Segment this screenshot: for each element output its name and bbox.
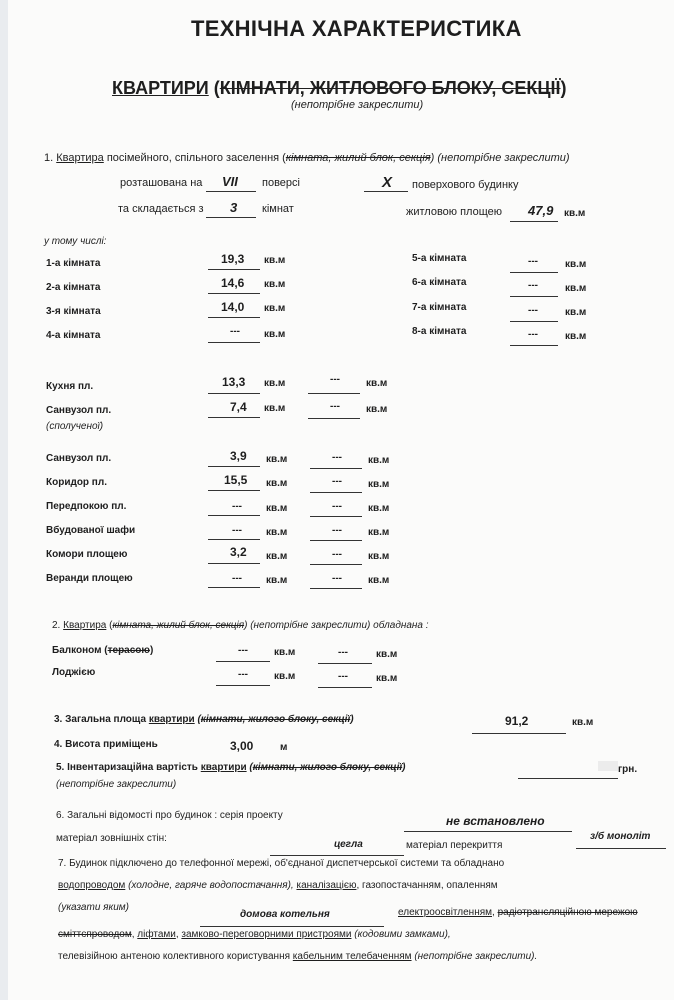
corridor-unit-2: кв.м xyxy=(368,479,390,490)
room-5-label: 5-а кімната xyxy=(412,253,467,264)
floor-value: VII xyxy=(222,174,238,189)
bathroom-unit-2: кв.м xyxy=(368,455,390,466)
bathroom-value-2: --- xyxy=(332,452,342,463)
building-floors-suffix: поверхового будинку xyxy=(412,179,519,191)
balcony-unit-2: кв.м xyxy=(376,649,398,660)
room-6-underline xyxy=(510,296,558,297)
floor-label: розташована на xyxy=(120,177,203,189)
veranda-underline-2 xyxy=(310,588,362,589)
rooms-suffix: кімнат xyxy=(262,203,294,215)
living-area-label: житловою площею xyxy=(406,206,503,218)
storage-underline xyxy=(208,563,260,564)
kitchen-underline xyxy=(208,393,260,394)
storage-unit: кв.м xyxy=(266,551,288,562)
floor-material-label: матеріал перекриття xyxy=(406,840,503,851)
veranda-underline xyxy=(208,587,260,588)
utilities-line-1: 7. Будинок підключено до телефонної мережі, об'єднаної диспетчерської системи та обладнано xyxy=(58,858,505,869)
combined-bathroom-unit: кв.м xyxy=(264,403,286,414)
heating-value: домова котельня xyxy=(240,909,330,920)
room-2-value: 14,6 xyxy=(221,276,245,290)
hallway-label: Передпокою пл. xyxy=(46,501,127,512)
room-5-unit: кв.м xyxy=(565,259,587,270)
room-7-label: 7-а кімната xyxy=(412,302,467,313)
room-7-value: --- xyxy=(528,305,538,316)
hallway-underline-2 xyxy=(310,516,362,517)
combined-bathroom-underline xyxy=(208,417,260,418)
room-6-value: --- xyxy=(528,280,538,291)
veranda-unit-2: кв.м xyxy=(368,575,390,586)
height-unit: м xyxy=(280,742,288,753)
room-5-underline xyxy=(510,272,558,273)
room-4-value: --- xyxy=(230,326,240,337)
floor-suffix: поверсі xyxy=(262,177,300,189)
loggia-underline-2 xyxy=(318,687,372,688)
wardrobe-underline xyxy=(208,539,260,540)
veranda-value: --- xyxy=(232,573,242,584)
height-label: 4. Висота приміщень xyxy=(54,739,158,750)
hallway-value: --- xyxy=(232,501,242,512)
wall-material-value: цегла xyxy=(334,839,363,850)
loggia-value-2: --- xyxy=(338,671,348,682)
bathroom-value: 3,9 xyxy=(230,449,247,463)
rooms-value: 3 xyxy=(230,200,238,215)
corridor-unit: кв.м xyxy=(266,478,288,489)
utilities-line-4: сміттєпроводом, ліфтами, замково-переговорними пристроями (кодовими замками), xyxy=(58,929,451,940)
utilities-line-5: телевізійною антеною колективного користування кабельним телебаченням (непотрібне закреслити). xyxy=(58,951,538,962)
room-8-label: 8-а кімната xyxy=(412,326,467,337)
combined-bathroom-underline-2 xyxy=(308,418,360,419)
room-1-value: 19,3 xyxy=(221,252,245,266)
combined-bathroom-note: (сполученої) xyxy=(46,421,104,432)
loggia-unit-2: кв.м xyxy=(376,673,398,684)
wall-material-underline xyxy=(270,855,404,856)
hallway-unit-2: кв.м xyxy=(368,503,390,514)
section-2-header: 2. Квартира (кімната, жилий блок, секція) (непотрібне закреслити) обладнана : xyxy=(52,620,429,631)
project-series-underline xyxy=(404,831,572,832)
height-value: 3,00 xyxy=(230,739,254,753)
storage-value-2: --- xyxy=(332,549,342,560)
kitchen-underline-2 xyxy=(308,393,360,394)
wardrobe-unit-2: кв.м xyxy=(368,527,390,538)
room-4-underline xyxy=(208,342,260,343)
bathroom-label: Санвузол пл. xyxy=(46,453,112,464)
wardrobe-value: --- xyxy=(232,525,242,536)
corridor-underline-2 xyxy=(310,492,362,493)
room-2-unit: кв.м xyxy=(264,279,286,290)
corridor-label: Коридор пл. xyxy=(46,477,107,488)
inventory-value-underline xyxy=(518,778,618,779)
room-7-unit: кв.м xyxy=(565,307,587,318)
wardrobe-unit: кв.м xyxy=(266,527,288,538)
total-area-underline xyxy=(472,733,566,734)
combined-bathroom-unit-2: кв.м xyxy=(366,404,388,415)
total-area-unit: кв.м xyxy=(572,717,594,728)
rooms-label: та складається з xyxy=(118,203,204,215)
balcony-value-2: --- xyxy=(338,647,348,658)
electric-radio: електроосвітленням, радіотрансляційною мережою xyxy=(398,907,638,918)
project-series-value: не встановлено xyxy=(446,814,545,828)
room-3-label: 3-я кімната xyxy=(46,306,101,317)
rooms-underline xyxy=(206,217,256,218)
building-info-label: 6. Загальні відомості про будинок : серія проекту xyxy=(56,810,283,821)
kitchen-value: 13,3 xyxy=(222,375,246,389)
living-area-unit: кв.м xyxy=(564,208,586,219)
storage-value: 3,2 xyxy=(230,545,247,559)
room-6-label: 6-а кімната xyxy=(412,277,467,288)
loggia-value: --- xyxy=(238,669,248,680)
corridor-value: 15,5 xyxy=(224,473,248,487)
section-1-header: 1. Квартира посімейного, спільного заселення (кімната, жилий блок, секція) (непотрібне закреслити) xyxy=(44,152,570,164)
room-7-underline xyxy=(510,321,558,322)
balcony-underline-2 xyxy=(318,663,372,664)
balcony-label: Балконом (терасою) xyxy=(52,645,154,656)
total-area-label: 3. Загальна площа квартири (кімнати, жилого блоку, секції) xyxy=(54,714,354,725)
including-label: у тому числі: xyxy=(44,236,107,247)
bathroom-underline-2 xyxy=(310,468,362,469)
room-3-value: 14,0 xyxy=(221,300,245,314)
corridor-value-2: --- xyxy=(332,476,342,487)
kitchen-value-2: --- xyxy=(330,374,340,385)
inventory-value-label: 5. Інвентаризаційна вартість квартири (кімнати, жилого блоку, секції) xyxy=(56,762,406,773)
kitchen-unit-2: кв.м xyxy=(366,378,388,389)
combined-bathroom-label: Санвузол пл. xyxy=(46,405,112,416)
storage-unit-2: кв.м xyxy=(368,551,390,562)
combined-bathroom-value-2: --- xyxy=(330,401,340,412)
loggia-label: Лоджією xyxy=(52,667,96,678)
room-8-unit: кв.м xyxy=(565,331,587,342)
building-floors-underline xyxy=(364,191,408,192)
room-4-label: 4-а кімната xyxy=(46,330,101,341)
balcony-unit: кв.м xyxy=(274,647,296,658)
utilities-line-2: водопроводом (холодне, гаряче водопостачання), каналізацією, газопостачанням, опаленням xyxy=(58,880,498,891)
subtitle-struck: КІМНАТИ, ЖИТЛОВОГО БЛОКУ, СЕКЦІЇ xyxy=(219,78,561,98)
wardrobe-value-2: --- xyxy=(332,525,342,536)
document-sheet xyxy=(8,0,674,1000)
balcony-value: --- xyxy=(238,645,248,656)
redacted-mark xyxy=(598,761,618,771)
bathroom-unit: кв.м xyxy=(266,454,288,465)
kitchen-label: Кухня пл. xyxy=(46,381,94,392)
wall-material-label: матеріал зовнішніх стін: xyxy=(56,833,167,844)
room-1-underline xyxy=(208,269,260,270)
room-5-value: --- xyxy=(528,256,538,267)
living-area-value: 47,9 xyxy=(528,203,554,218)
room-3-unit: кв.м xyxy=(264,303,286,314)
hallway-unit: кв.м xyxy=(266,503,288,514)
combined-bathroom-value: 7,4 xyxy=(230,400,247,414)
room-6-unit: кв.м xyxy=(565,283,587,294)
heating-specify-label: (указати яким) xyxy=(58,902,129,913)
wardrobe-label: Вбудованої шафи xyxy=(46,525,136,536)
floor-material-value: з/б моноліт xyxy=(590,831,651,842)
kitchen-unit: кв.м xyxy=(264,378,286,389)
room-2-label: 2-а кімната xyxy=(46,282,101,293)
veranda-value-2: --- xyxy=(332,573,342,584)
veranda-label: Веранди площею xyxy=(46,573,133,584)
balcony-underline xyxy=(216,661,270,662)
corridor-underline xyxy=(208,490,260,491)
building-floors-value: Х xyxy=(382,174,393,191)
inventory-value-note: (непотрібне закреслити) xyxy=(56,779,177,790)
hallway-value-2: --- xyxy=(332,501,342,512)
storage-label: Комори площею xyxy=(46,549,128,560)
document-title: ТЕХНІЧНА ХАРАКТЕРИСТИКА xyxy=(191,16,522,41)
total-area-value: 91,2 xyxy=(505,714,529,728)
room-4-unit: кв.м xyxy=(264,329,286,340)
document-subtitle: КВАРТИРИ (КІМНАТИ, ЖИТЛОВОГО БЛОКУ, СЕКЦІЇ) xyxy=(112,78,567,98)
loggia-unit: кв.м xyxy=(274,671,296,682)
room-1-label: 1-а кімната xyxy=(46,258,101,269)
subtitle-note: (непотрібне закреслити) xyxy=(291,99,424,111)
room-8-value: --- xyxy=(528,329,538,340)
bathroom-underline xyxy=(208,466,260,467)
floor-underline xyxy=(206,191,256,192)
inventory-value-unit: грн. xyxy=(618,764,638,775)
floor-material-underline xyxy=(576,848,666,849)
hallway-underline xyxy=(208,515,260,516)
loggia-underline xyxy=(216,685,270,686)
room-2-underline xyxy=(208,293,260,294)
storage-underline-2 xyxy=(310,564,362,565)
heating-underline xyxy=(200,926,384,927)
room-3-underline xyxy=(208,317,260,318)
living-area-underline xyxy=(510,221,558,222)
room-1-unit: кв.м xyxy=(264,255,286,266)
veranda-unit: кв.м xyxy=(266,575,288,586)
wardrobe-underline-2 xyxy=(310,540,362,541)
room-8-underline xyxy=(510,345,558,346)
subtitle-apartment: КВАРТИРИ xyxy=(112,78,209,98)
